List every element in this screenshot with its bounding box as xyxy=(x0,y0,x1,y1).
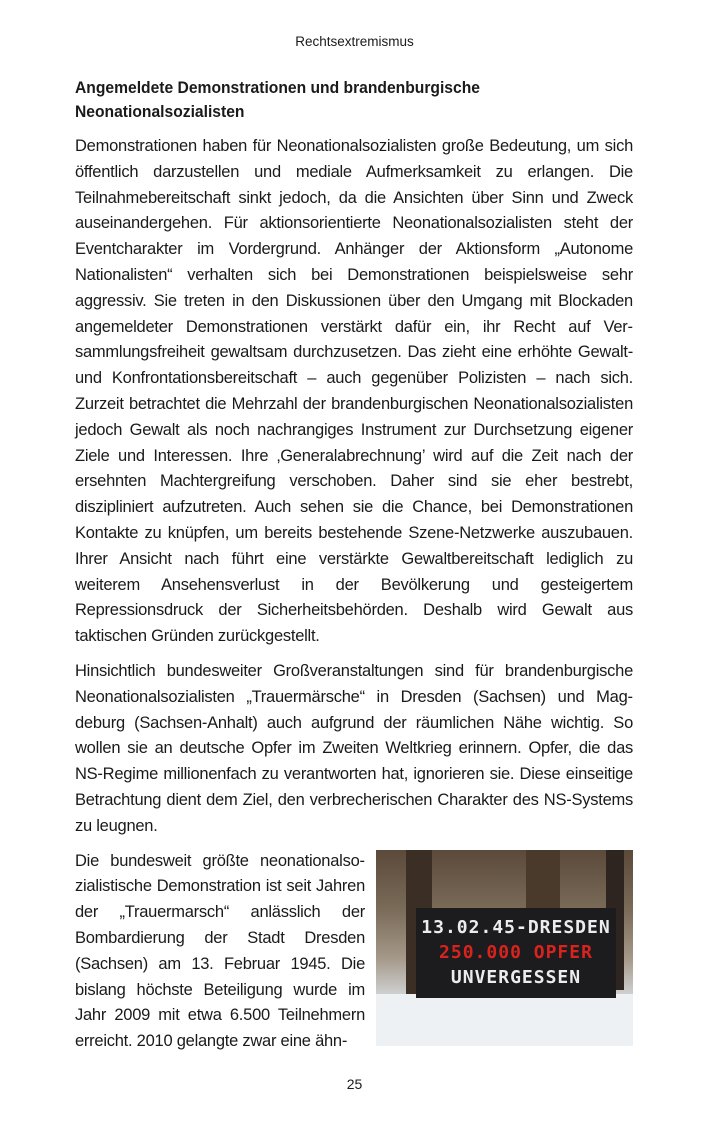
text-with-photo xyxy=(75,849,633,1055)
paragraph-2: Hinsichtlich bundesweiter Großveranstaltungen sind für brandenburgische Neonationalsozialisten „Trauermärsche“ in Dresden (Sachsen) und Magdeburg (Sachsen-Anhalt) auch aufgrund der räumlichen Nähe wichtig. So wollen sie an deutsche Opfer im Zweiten Weltkrieg erinnern. Opfer, die das NS-Regime millionenfach zu verantworten hat, ignorieren sie. Diese einseitige Betrachtung dient dem Ziel, den verbrecherischen Charakter des NS-Systems zu leugnen. xyxy=(75,661,633,835)
banner-line-victims: 250.000 OPFER xyxy=(439,941,593,963)
main-content xyxy=(75,76,633,1055)
paragraph-3: Die bundesweit größte neonationalsozialistische Demonstration ist seit Jahren der „Trauermarsch“ anlässlich der Bombardierung der Stadt Dresden (Sachsen) am 13. Februar 1945. Die bislang höchste Beteiligung wurde im Jahr 2009 mit etwa 6.500 Teilnehmern erreicht. 2010 gelangte zwar eine ähn- xyxy=(75,851,365,1051)
demonstration-photo xyxy=(376,850,633,1046)
page-number: 25 xyxy=(346,1076,363,1092)
banner-line-unforgotten: UNVERGESSEN xyxy=(450,966,582,988)
running-title: Rechtsextremismus xyxy=(295,34,414,49)
protest-banner xyxy=(416,908,616,998)
banner-line-date: 13.02.45-DRESDEN xyxy=(421,916,611,938)
snow-ground xyxy=(376,994,633,1046)
section-heading: Angemeldete Demonstrationen und brandenburgische Neonationalsozialisten xyxy=(75,78,480,121)
paragraph-1: Demonstrationen haben für Neonationalsozialisten große Bedeutung, um sich öffentlich darzustellen und mediale Aufmerksamkeit zu erlangen. Die Teilnahmebereitschaft sinkt jedoch, da die Ansichten über Sinn und Zweck auseinandergehen. Für aktionsorientierte Neonationalsozialisten steht der Eventcharakter im Vordergrund. Anhänger der Aktionsform „Autonome Nationalisten“ verhalten sich bei Demonstrationen beispielsweise sehr aggressiv. Sie treten in den Diskussionen über den Umgang mit Blockaden angemeldeter Demonstrationen verstärkt dafür ein, ihr Recht auf Versammlungsfreiheit gewaltsam durchzusetzen. Das zieht eine erhöhte Gewalt- und Konfrontationsbereitschaft – auch gegenüber Polizisten – nach sich. Zurzeit betrachtet die Mehrzahl der brandenburgischen Neonationalsozialisten jedoch Gewalt als noch nachrangiges Instrument zur Durchsetzung eigener Ziele und Interessen. Ihre ‚Generalabrechnung’ wird auf die Zeit nach der ersehnten Machtergreifung verschoben. Daher sind sie eher bestrebt, diszipliniert aufzutreten. Auch sehen sie die Chance, bei Demonstrationen Kontakte zu knüpfen, um bereits bestehende Szene-Netzwerke auszubauen. Ihrer Ansicht nach führt eine verstärkte Gewaltbereitschaft lediglich zu weiterem Ansehensverlust in der Bevölkerung und gesteigertem Repressionsdruck der Sicherheitsbehörden. Deshalb wird Gewalt aus taktischen Gründen zurückgestellt. xyxy=(75,137,633,646)
